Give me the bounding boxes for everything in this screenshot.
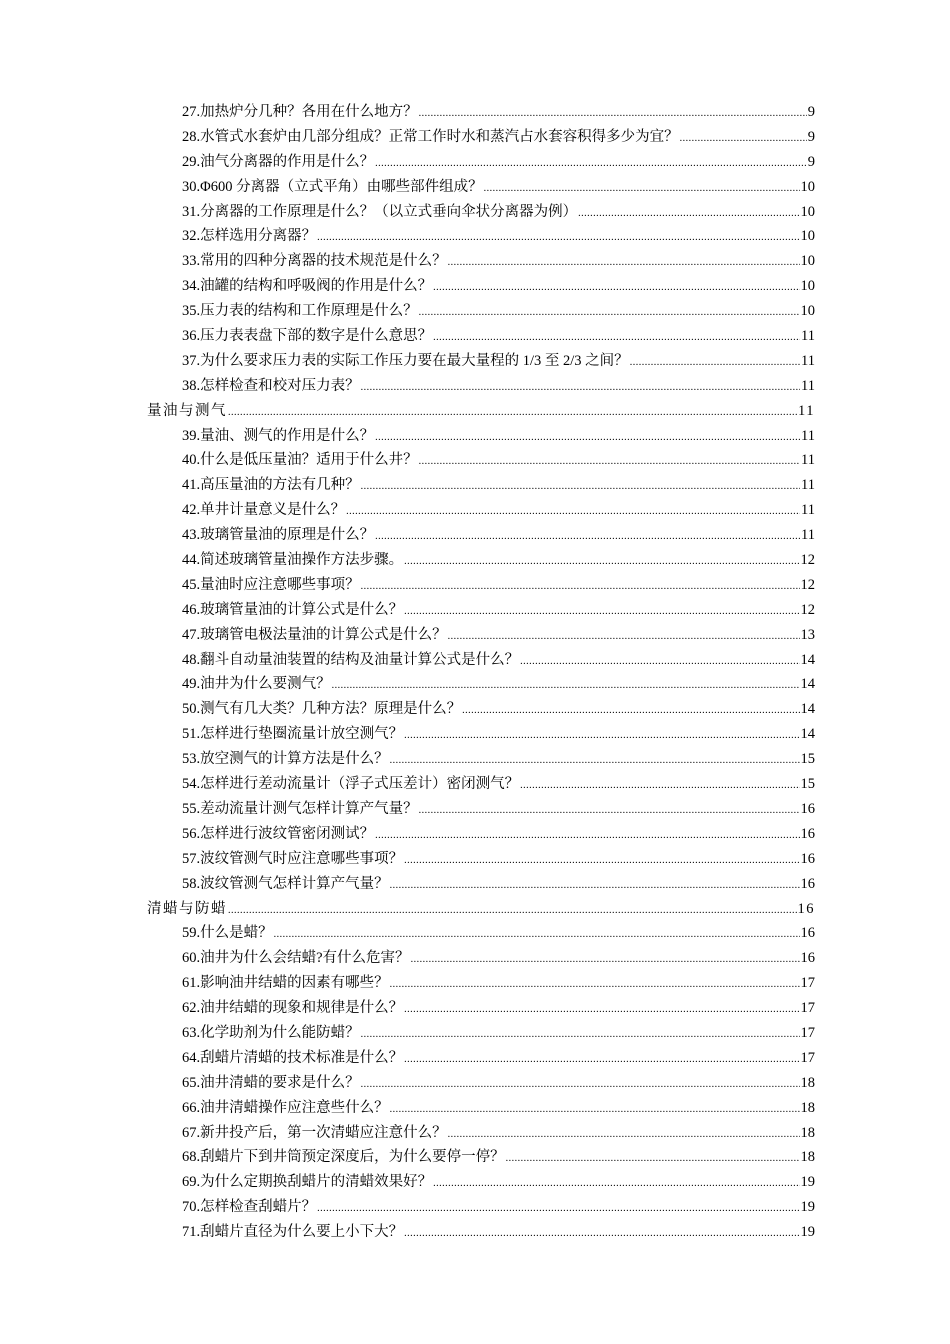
toc-entry[interactable] <box>147 573 815 598</box>
toc-entry-title: 31.分离器的工作原理是什么？（以立式垂向伞状分离器为例） <box>182 203 578 220</box>
toc-page-number: 18 <box>800 1099 815 1116</box>
toc-dot-leader <box>361 1023 800 1048</box>
toc-entry[interactable] <box>147 1145 815 1170</box>
toc-dot-leader <box>361 575 800 600</box>
toc-entry[interactable] <box>147 1046 815 1071</box>
toc-dot-leader <box>448 251 800 276</box>
toc-entry-title: 28.水管式水套炉由几部分组成？正常工作时水和蒸汽占水套容积得多少为宜？ <box>182 128 679 145</box>
toc-entry-title: 32.怎样选用分离器？ <box>182 228 317 245</box>
toc-entry[interactable] <box>147 971 815 996</box>
toc-page-number: 14 <box>800 651 815 668</box>
toc-dot-leader <box>274 923 800 948</box>
toc-page-number: 16 <box>797 900 815 917</box>
toc-page-number: 9 <box>807 128 815 145</box>
toc-entry[interactable] <box>147 324 815 349</box>
toc-dot-leader <box>404 724 799 749</box>
toc-dot-leader <box>448 625 800 650</box>
toc-page-number: 16 <box>800 925 815 942</box>
toc-dot-leader <box>361 1073 800 1098</box>
toc-page-number: 19 <box>800 1199 815 1216</box>
toc-entry[interactable] <box>147 200 815 225</box>
toc-dot-leader <box>390 1098 800 1123</box>
toc-dot-leader <box>433 1172 799 1197</box>
toc-entry-title: 40.什么是低压量油？适用于什么井？ <box>182 452 418 469</box>
toc-page-number: 19 <box>800 1224 815 1241</box>
toc-page-number: 18 <box>800 1124 815 1141</box>
toc-entry-title: 54.怎样进行差动流量计（浮子式压差计）密闭测气？ <box>182 776 520 793</box>
toc-page-number: 11 <box>801 452 815 469</box>
toc-dot-leader <box>317 1197 799 1222</box>
toc-entry-title: 39.量油、测气的作用是什么？ <box>182 427 375 444</box>
toc-dot-leader <box>578 202 799 227</box>
toc-entry-title: 34.油罐的结构和呼吸阀的作用是什么？ <box>182 278 433 295</box>
toc-entry[interactable] <box>147 1071 815 1096</box>
toc-entry[interactable] <box>147 598 815 623</box>
toc-entry[interactable] <box>147 1121 815 1146</box>
table-of-contents <box>147 100 815 1245</box>
toc-page-number: 18 <box>800 1074 815 1091</box>
toc-page-number: 16 <box>800 825 815 842</box>
toc-entry[interactable] <box>147 722 815 747</box>
toc-page-number: 10 <box>800 178 815 195</box>
toc-dot-leader <box>448 1123 800 1148</box>
toc-dot-leader <box>419 450 800 475</box>
toc-entry-title: 37.为什么要求压力表的实际工作压力要在最大量程的 1/3 至 2/3 之间？ <box>182 352 629 369</box>
toc-page-number: 11 <box>801 352 815 369</box>
toc-entry-title: 58.波纹管测气怎样计算产气量？ <box>182 875 389 892</box>
toc-page-number: 18 <box>800 1149 815 1166</box>
toc-entry[interactable] <box>147 1170 815 1195</box>
toc-dot-leader <box>346 500 800 525</box>
toc-page-number: 14 <box>800 676 815 693</box>
toc-entry-title: 38.怎样检查和校对压力表？ <box>182 377 360 394</box>
toc-dot-leader <box>361 475 800 500</box>
toc-page-number: 16 <box>800 950 815 967</box>
toc-dot-leader <box>361 376 800 401</box>
toc-section-heading[interactable] <box>147 897 815 922</box>
toc-dot-leader <box>462 699 799 724</box>
toc-entry-title: 67.新井投产后，第一次清蜡应注意什么？ <box>182 1124 447 1141</box>
toc-entry-title: 48.翻斗自动量油装置的结构及油量计算公式是什么？ <box>182 651 520 668</box>
toc-entry-title: 51.怎样进行垫圈流量计放空测气？ <box>182 726 404 743</box>
toc-entry-title: 68.刮蜡片下到井筒预定深度后，为什么要停一停？ <box>182 1149 505 1166</box>
toc-entry[interactable] <box>147 150 815 175</box>
toc-entry[interactable] <box>147 822 815 847</box>
toc-entry-title: 66.油井清蜡操作应注意些什么？ <box>182 1099 389 1116</box>
toc-dot-leader <box>404 998 799 1023</box>
toc-dot-leader <box>228 401 797 426</box>
toc-page-number: 11 <box>801 427 815 444</box>
toc-entry[interactable] <box>147 498 815 523</box>
toc-entry-title: 60.油井为什么会结蜡?有什么危害？ <box>182 950 410 967</box>
toc-entry[interactable] <box>147 772 815 797</box>
toc-entry[interactable] <box>147 921 815 946</box>
toc-dot-leader <box>317 226 799 251</box>
toc-entry[interactable] <box>147 100 815 125</box>
toc-dot-leader <box>419 799 800 824</box>
toc-page-number: 12 <box>800 601 815 618</box>
toc-entry[interactable] <box>147 747 815 772</box>
toc-entry-title: 46.玻璃管量油的计算公式是什么？ <box>182 601 404 618</box>
toc-entry[interactable] <box>147 797 815 822</box>
toc-entry-title: 44.简述玻璃管量油操作方法步骤。 <box>182 552 404 569</box>
toc-entry[interactable] <box>147 996 815 1021</box>
toc-page-number: 13 <box>800 626 815 643</box>
toc-page-number: 17 <box>800 975 815 992</box>
toc-entry[interactable] <box>147 224 815 249</box>
toc-page-number: 12 <box>800 576 815 593</box>
toc-dot-leader <box>680 127 807 152</box>
toc-dot-leader <box>433 326 800 351</box>
toc-entry-title: 71.刮蜡片直径为什么要上小下大？ <box>182 1224 404 1241</box>
toc-dot-leader <box>375 152 807 177</box>
toc-entry[interactable] <box>147 299 815 324</box>
toc-dot-leader <box>375 525 800 550</box>
toc-entry-title: 45.量油时应注意哪些事项？ <box>182 576 360 593</box>
toc-page-number: 15 <box>800 776 815 793</box>
toc-entry-title: 64.刮蜡片清蜡的技术标准是什么？ <box>182 1049 404 1066</box>
toc-dot-leader <box>520 774 799 799</box>
toc-page-number: 9 <box>807 153 815 170</box>
toc-dot-leader <box>630 351 800 376</box>
toc-entry-title: 47.玻璃管电极法量油的计算公式是什么？ <box>182 626 447 643</box>
toc-page-number: 16 <box>800 800 815 817</box>
toc-entry-title: 65.油井清蜡的要求是什么？ <box>182 1074 360 1091</box>
toc-page-number: 10 <box>800 203 815 220</box>
toc-entry-title: 33.常用的四种分离器的技术规范是什么？ <box>182 253 447 270</box>
toc-dot-leader <box>404 1048 799 1073</box>
toc-dot-leader <box>404 600 799 625</box>
toc-entry-title: 27.加热炉分几种？各用在什么地方？ <box>182 104 418 120</box>
toc-entry-title: 61.影响油井结蜡的因素有哪些？ <box>182 975 389 992</box>
toc-entry-title: 53.放空测气的计算方法是什么？ <box>182 751 389 768</box>
toc-page-number: 15 <box>800 751 815 768</box>
toc-page-number: 14 <box>800 701 815 718</box>
toc-dot-leader <box>520 650 799 675</box>
toc-page-number: 9 <box>807 104 815 120</box>
toc-entry-title: 29.油气分离器的作用是什么？ <box>182 153 375 170</box>
toc-page-number: 10 <box>800 303 815 320</box>
toc-dot-leader <box>390 874 800 899</box>
toc-page-number: 10 <box>800 228 815 245</box>
toc-page-number: 16 <box>800 850 815 867</box>
toc-entry-title: 42.单井计量意义是什么？ <box>182 502 346 519</box>
toc-page-number: 14 <box>800 726 815 743</box>
toc-entry-title: 清蜡与防蜡 <box>147 900 227 917</box>
toc-entry[interactable] <box>147 672 815 697</box>
toc-entry-title: 59.什么是蜡？ <box>182 925 273 942</box>
toc-entry[interactable] <box>147 1195 815 1220</box>
toc-dot-leader <box>375 824 799 849</box>
toc-page-number: 12 <box>800 552 815 569</box>
toc-entry-title: 36.压力表表盘下部的数字是什么意思？ <box>182 328 433 345</box>
toc-entry-title: 63.化学助剂为什么能防蜡？ <box>182 1024 360 1041</box>
toc-dot-leader <box>484 177 800 202</box>
toc-entry-title: 43.玻璃管量油的原理是什么？ <box>182 527 375 544</box>
toc-dot-leader <box>375 426 800 451</box>
toc-dot-leader <box>390 749 800 774</box>
toc-entry[interactable] <box>147 1021 815 1046</box>
toc-dot-leader <box>433 276 799 301</box>
toc-dot-leader <box>390 973 800 998</box>
toc-entry[interactable] <box>147 349 815 374</box>
toc-page-number: 11 <box>801 328 815 345</box>
toc-dot-leader <box>404 849 799 874</box>
toc-entry-title: 55.差动流量计测气怎样计算产气量？ <box>182 800 418 817</box>
toc-entry-title: 69.为什么定期换刮蜡片的清蜡效果好？ <box>182 1174 433 1191</box>
toc-entry[interactable] <box>147 1096 815 1121</box>
toc-entry-title: 62.油井结蜡的现象和规律是什么？ <box>182 1000 404 1017</box>
toc-dot-leader <box>228 899 797 924</box>
toc-entry-title: 56.怎样进行波纹管密闭测试？ <box>182 825 375 842</box>
toc-page-number: 19 <box>800 1174 815 1191</box>
toc-dot-leader <box>404 1222 799 1247</box>
toc-section-heading[interactable] <box>147 399 815 424</box>
toc-entry[interactable] <box>147 523 815 548</box>
toc-entry-title: 30.Φ600 分离器（立式平角）由哪些部件组成？ <box>182 178 483 195</box>
toc-entry[interactable] <box>147 473 815 498</box>
toc-page-number: 11 <box>798 402 815 419</box>
toc-dot-leader <box>419 102 807 127</box>
toc-page-number: 10 <box>800 278 815 295</box>
toc-page-number: 11 <box>801 377 815 394</box>
toc-entry[interactable] <box>147 872 815 897</box>
toc-page-number: 17 <box>800 1049 815 1066</box>
toc-entry[interactable] <box>147 424 815 449</box>
toc-page-number: 11 <box>801 477 815 494</box>
toc-entry[interactable] <box>147 125 815 150</box>
toc-entry[interactable] <box>147 946 815 971</box>
toc-page-number: 16 <box>800 875 815 892</box>
toc-dot-leader <box>506 1147 800 1172</box>
toc-entry-title: 量油与测气 <box>147 402 227 419</box>
toc-entry[interactable] <box>147 175 815 200</box>
toc-page-number: 17 <box>800 1024 815 1041</box>
toc-entry-title: 70.怎样检查刮蜡片？ <box>182 1199 317 1216</box>
toc-entry[interactable] <box>147 648 815 673</box>
toc-dot-leader <box>411 948 800 973</box>
toc-entry[interactable] <box>147 374 815 399</box>
toc-entry[interactable] <box>147 623 815 648</box>
toc-entry[interactable] <box>147 697 815 722</box>
toc-page-number: 11 <box>801 502 815 519</box>
toc-dot-leader <box>332 674 800 699</box>
toc-page-number: 11 <box>801 527 815 544</box>
toc-entry[interactable] <box>147 847 815 872</box>
toc-entry[interactable] <box>147 1220 815 1245</box>
toc-page-number: 10 <box>800 253 815 270</box>
toc-dot-leader <box>404 550 799 575</box>
toc-entry-title: 41.高压量油的方法有几种？ <box>182 477 360 494</box>
toc-entry-title: 35.压力表的结构和工作原理是什么？ <box>182 303 418 320</box>
toc-dot-leader <box>419 301 800 326</box>
toc-entry-title: 50.测气有几大类？几种方法？原理是什么？ <box>182 701 462 718</box>
toc-page-number: 17 <box>800 1000 815 1017</box>
toc-entry-title: 49.油井为什么要测气？ <box>182 676 331 693</box>
toc-entry[interactable] <box>147 448 815 473</box>
toc-entry[interactable] <box>147 274 815 299</box>
toc-entry[interactable] <box>147 548 815 573</box>
toc-entry-title: 57.波纹管测气时应注意哪些事项？ <box>182 850 404 867</box>
toc-entry[interactable] <box>147 249 815 274</box>
